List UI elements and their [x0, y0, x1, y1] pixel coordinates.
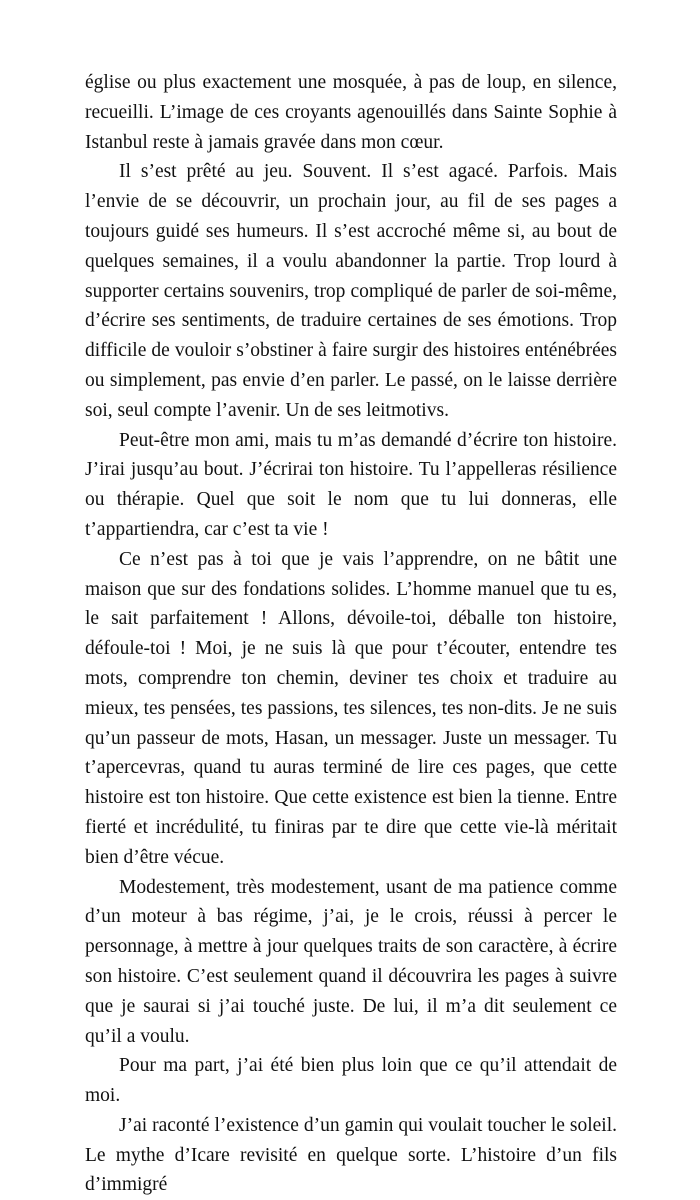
paragraph: Modestement, très modestement, usant de ma patience comme d’un moteur à bas régime, j’ai, je le crois, réussi à percer le personnage, à mettre à jour quelques traits de son caractère, à écrire son histoire. C’est seulement quand il découvrira les pages à suivre que je saurai si j’ai touché juste. De lui, il m’a dit seulement ce qu’il a voulu.	[85, 876, 617, 1047]
paragraph: Pour ma part, j’ai été bien plus loin que ce qu’il attendait de moi.	[85, 1055, 617, 1107]
paragraph: Peut-être mon ami, mais tu m’as demandé d’écrire ton histoire. J’irai jusqu’au bout. J’écrirai ton histoire. Tu l’appelleras résilience ou thérapie. Quel que soit le nom que tu lui donneras, elle t’appartiendra, car c’est ta vie !	[85, 429, 617, 540]
paragraph-continuation: église ou plus exactement une mosquée, à pas de loup, en silence, recueilli. L’image de ces croyants agenouillés dans Sainte Sophie à Istanbul reste à jamais gravée dans mon cœur.	[85, 72, 617, 153]
body-text	[85, 68, 617, 1200]
paragraph: Ce n’est pas à toi que je vais l’apprendre, on ne bâtit une maison que sur des fondations solides. L’homme manuel que tu es, le sait parfaitement ! Allons, dévoile-toi, déballe ton histoire, défoule-toi ! Moi, je ne suis là que pour t’écouter, entendre tes mots, comprendre ton chemin, deviner tes choix et traduire au mieux, tes pensées, tes passions, tes silences, tes non-dits. Je ne suis qu’un passeur de mots, Hasan, un messager. Juste un messager. Tu t’apercevras, quand tu auras terminé de lire ces pages, que cette histoire est ton histoire. Que cette existence est bien la tienne. Entre fierté et incrédulité, tu finiras par te dire que cette vie-là méritait bien d’être vécue.	[85, 548, 617, 868]
paragraph: Il s’est prêté au jeu. Souvent. Il s’est agacé. Parfois. Mais l’envie de se découvrir, un prochain jour, au fil de ses pages a toujours guidé ses humeurs. Il s’est accroché même si, au bout de quelques semaines, il a voulu abandonner la partie. Trop lourd à supporter certains souvenirs, trop compliqué de parler de soi-même, d’écrire ses sentiments, de traduire certaines de ses émotions. Trop difficile de vouloir s’obstiner à faire surgir des histoires enténébrées ou simplement, pas envie d’en parler. Le passé, on le laisse derrière soi, seul compte l’avenir. Un de ses leitmotivs.	[85, 161, 617, 421]
paragraph: J’ai raconté l’existence d’un gamin qui voulait toucher le soleil. Le mythe d’Icare revisité en quelque sorte. L’histoire d’un fils d’immigré	[85, 1114, 617, 1196]
